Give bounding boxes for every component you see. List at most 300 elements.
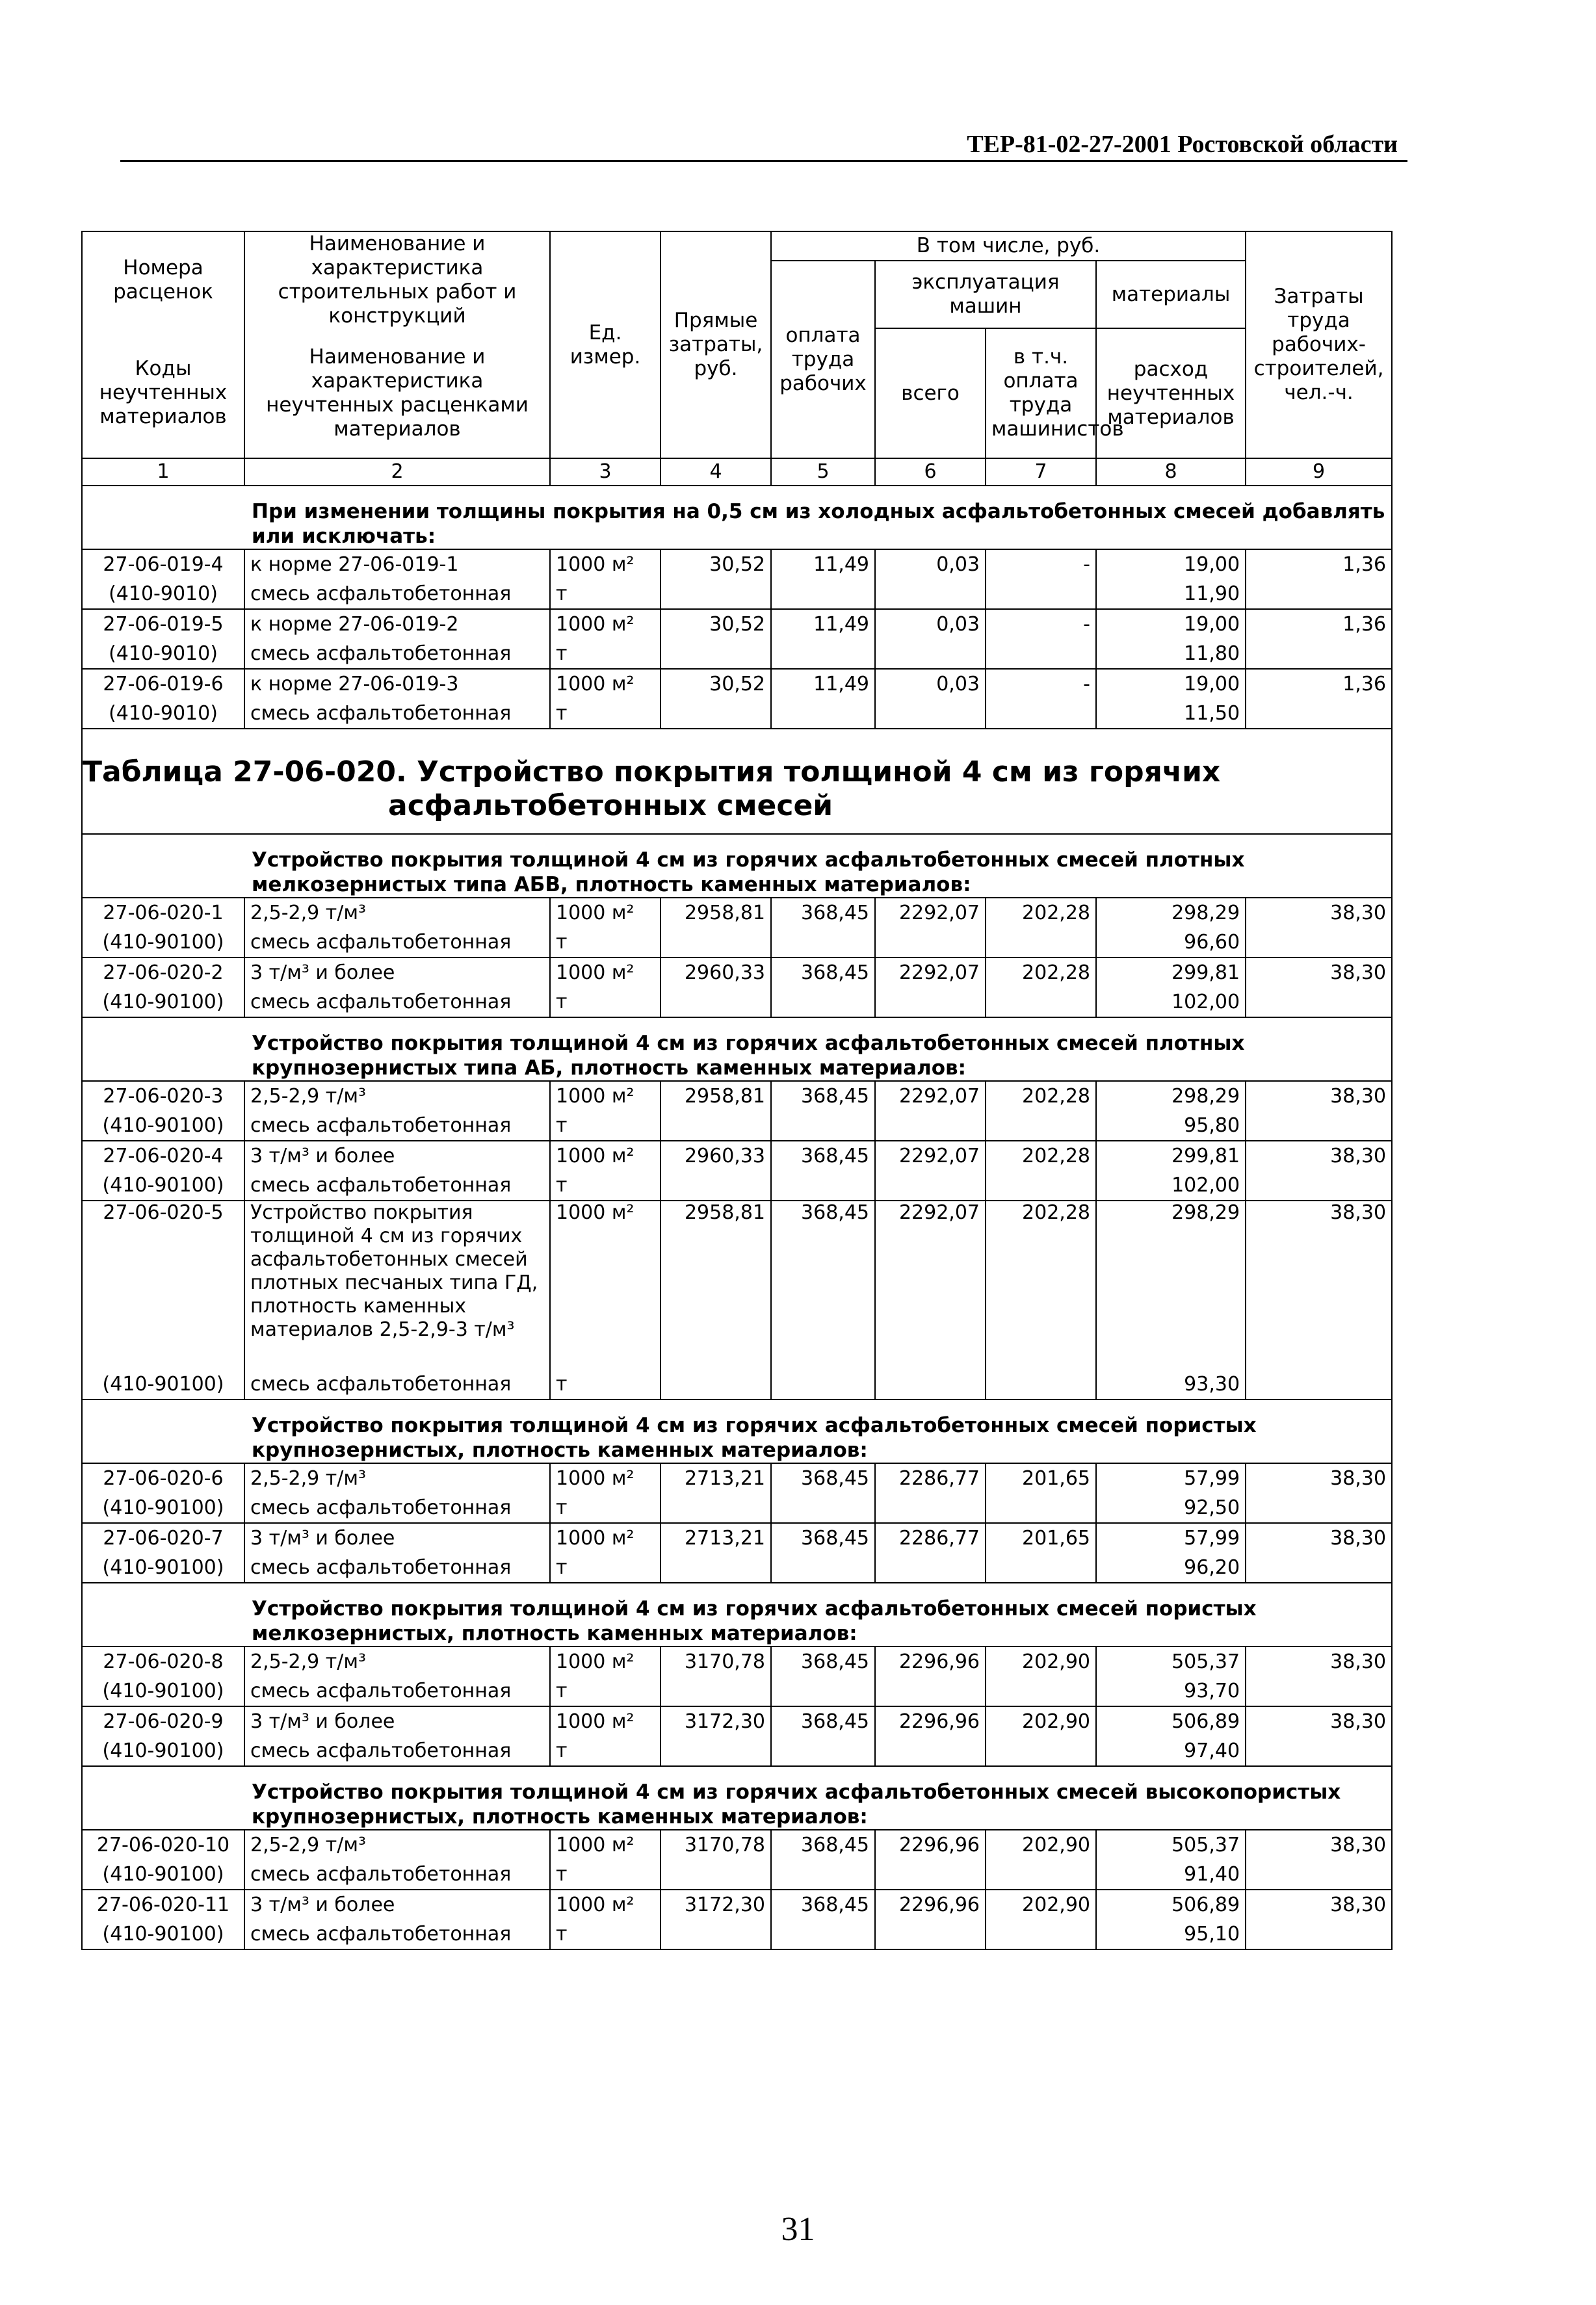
cell-col-8: 57,99: [1096, 1463, 1246, 1493]
col-num: 4: [661, 458, 771, 486]
cell-col-9: [1246, 1676, 1392, 1706]
cell-col-6: 2296,96: [875, 1706, 986, 1736]
col-head-mach: эксплуатация машин: [875, 261, 1096, 328]
cell-col-4: 2958,81: [661, 1081, 771, 1111]
cell-col-8: 298,29: [1096, 1081, 1246, 1111]
col-head-2-bottom: Наименование и характеристика неучтенных расценками материалов: [244, 328, 550, 458]
cell-col-2: смесь асфальтобетонная: [244, 1370, 550, 1400]
cell-col-4: [661, 928, 771, 957]
cell-col-1: (410-9010): [82, 579, 244, 609]
cell-col-2: смесь асфальтобетонная: [244, 1736, 550, 1766]
cell-col-9: 38,30: [1246, 1890, 1392, 1920]
cell-col-5: [771, 1736, 875, 1766]
material-row: [82, 1111, 1392, 1141]
cell-col-9: 38,30: [1246, 1081, 1392, 1111]
material-row: [82, 928, 1392, 957]
cell-col-7: 202,28: [986, 1201, 1096, 1370]
cell-col-3: т: [550, 1676, 661, 1706]
cell-col-9: [1246, 579, 1392, 609]
cell-col-8: 102,00: [1096, 987, 1246, 1017]
section-title: Устройство покрытия толщиной 4 см из горячих асфальтобетонных смесей пористых крупнозернистых, плотность каменных материалов:: [82, 1400, 1392, 1463]
cell-col-5: 368,45: [771, 1706, 875, 1736]
table-title-block: [82, 729, 1392, 834]
cell-col-1: (410-90100): [82, 1860, 244, 1890]
cell-col-3: т: [550, 1920, 661, 1949]
cell-col-2: 2,5-2,9 т/м³: [244, 1830, 550, 1860]
col-head-5: оплата труда рабочих: [771, 261, 875, 458]
cell-col-3: 1000 м²: [550, 1706, 661, 1736]
cell-col-3: т: [550, 1111, 661, 1141]
cell-col-8: 506,89: [1096, 1890, 1246, 1920]
rate-row: [82, 1201, 1392, 1370]
cell-col-7: 202,90: [986, 1706, 1096, 1736]
cell-col-9: 38,30: [1246, 898, 1392, 928]
cell-col-1: 27-06-020-4: [82, 1141, 244, 1171]
cell-col-2: 2,5-2,9 т/м³: [244, 1081, 550, 1111]
cell-col-3: 1000 м²: [550, 1201, 661, 1370]
cell-col-3: 1000 м²: [550, 1647, 661, 1676]
col-num: 6: [875, 458, 986, 486]
cell-col-8: 505,37: [1096, 1830, 1246, 1860]
cell-col-9: 38,30: [1246, 1201, 1392, 1370]
col-head-2-top: Наименование и характеристика строительных работ и конструкций: [244, 231, 550, 328]
cell-col-6: [875, 1493, 986, 1523]
cell-col-9: [1246, 1920, 1392, 1949]
col-head-group: В том числе, руб.: [771, 231, 1246, 261]
col-num: 7: [986, 458, 1096, 486]
col-num: 1: [82, 458, 244, 486]
cell-col-5: 368,45: [771, 1081, 875, 1111]
cell-col-2: к норме 27-06-019-2: [244, 609, 550, 639]
cell-col-9: 38,30: [1246, 957, 1392, 987]
col-head-1-top: Номера расценок: [82, 231, 244, 328]
table-header: [82, 231, 1392, 458]
cell-col-7: 202,90: [986, 1890, 1096, 1920]
cell-col-7: [986, 987, 1096, 1017]
cell-col-4: 30,52: [661, 609, 771, 639]
cell-col-4: [661, 1553, 771, 1583]
cell-col-5: 368,45: [771, 1830, 875, 1860]
col-head-9: Затраты труда рабочих-строителей, чел.-ч.: [1246, 231, 1392, 458]
cell-col-5: 368,45: [771, 957, 875, 987]
cell-col-2: 3 т/м³ и более: [244, 1890, 550, 1920]
cell-col-4: [661, 1676, 771, 1706]
column-numbers: [82, 458, 1392, 486]
table-title-line1: Таблица 27-06-020. Устройство покрытия толщиной 4 см из горячих: [83, 755, 1221, 788]
cell-col-8: 11,90: [1096, 579, 1246, 609]
col-head-1-bottom: Коды неучтенных материалов: [82, 328, 244, 458]
cell-col-4: 3170,78: [661, 1647, 771, 1676]
cell-col-2: к норме 27-06-019-1: [244, 549, 550, 579]
cell-col-5: [771, 987, 875, 1017]
cell-col-7: -: [986, 609, 1096, 639]
material-row: [82, 1553, 1392, 1583]
cell-col-5: 368,45: [771, 1523, 875, 1553]
cell-col-7: [986, 1171, 1096, 1201]
cell-col-5: [771, 1860, 875, 1890]
cell-col-8: 505,37: [1096, 1647, 1246, 1676]
cell-col-1: (410-90100): [82, 928, 244, 957]
cell-col-2: смесь асфальтобетонная: [244, 1860, 550, 1890]
cell-col-8: 57,99: [1096, 1523, 1246, 1553]
cell-col-4: [661, 1493, 771, 1523]
rate-row: [82, 1647, 1392, 1676]
cell-col-7: 202,28: [986, 957, 1096, 987]
col-head-4: Прямые затраты, руб.: [661, 231, 771, 458]
cell-col-4: 2960,33: [661, 1141, 771, 1171]
cell-col-8: 95,10: [1096, 1920, 1246, 1949]
cell-col-7: [986, 1736, 1096, 1766]
cell-col-3: 1000 м²: [550, 1830, 661, 1860]
cell-col-2: смесь асфальтобетонная: [244, 987, 550, 1017]
cell-col-1: (410-90100): [82, 1676, 244, 1706]
cell-col-3: т: [550, 928, 661, 957]
section-title: При изменении толщины покрытия на 0,5 см из холодных асфальтобетонных смесей добавлять или исключать:: [82, 486, 1392, 549]
cell-col-3: 1000 м²: [550, 609, 661, 639]
cell-col-7: [986, 639, 1096, 669]
cell-col-8: 92,50: [1096, 1493, 1246, 1523]
cell-col-4: [661, 1370, 771, 1400]
rate-row: [82, 1706, 1392, 1736]
cell-col-4: 30,52: [661, 669, 771, 699]
col-num: 5: [771, 458, 875, 486]
cell-col-4: 3170,78: [661, 1830, 771, 1860]
cell-col-7: [986, 1493, 1096, 1523]
cell-col-2: смесь асфальтобетонная: [244, 1171, 550, 1201]
page-number: 31: [781, 2211, 815, 2248]
rate-row: [82, 1523, 1392, 1553]
col-num: 2: [244, 458, 550, 486]
cell-col-7: 202,28: [986, 898, 1096, 928]
cell-col-1: 27-06-020-6: [82, 1463, 244, 1493]
cell-col-3: т: [550, 1171, 661, 1201]
cell-col-2: смесь асфальтобетонная: [244, 1676, 550, 1706]
cell-col-3: 1000 м²: [550, 1081, 661, 1111]
cell-col-9: 38,30: [1246, 1830, 1392, 1860]
cell-col-7: [986, 1860, 1096, 1890]
cell-col-3: т: [550, 579, 661, 609]
cell-col-6: [875, 639, 986, 669]
cell-col-6: 2292,07: [875, 898, 986, 928]
cell-col-4: [661, 639, 771, 669]
cell-col-4: [661, 987, 771, 1017]
cell-col-7: 201,65: [986, 1463, 1096, 1493]
cell-col-2: 2,5-2,9 т/м³: [244, 1647, 550, 1676]
cell-col-7: [986, 1553, 1096, 1583]
col-num: 9: [1246, 458, 1392, 486]
cell-col-9: 38,30: [1246, 1141, 1392, 1171]
cell-col-5: 368,45: [771, 1201, 875, 1370]
cell-col-1: (410-90100): [82, 1370, 244, 1400]
cell-col-8: 102,00: [1096, 1171, 1246, 1201]
cell-col-6: 0,03: [875, 669, 986, 699]
cell-col-7: -: [986, 669, 1096, 699]
col-head-8: расход неучтенных материалов: [1096, 328, 1246, 458]
cell-col-9: [1246, 1370, 1392, 1400]
cell-col-9: [1246, 928, 1392, 957]
cell-col-1: (410-90100): [82, 1493, 244, 1523]
cell-col-9: 1,36: [1246, 669, 1392, 699]
cell-col-2: смесь асфальтобетонная: [244, 699, 550, 729]
cell-col-9: [1246, 1171, 1392, 1201]
price-table: [81, 231, 1393, 1950]
cell-col-6: 2296,96: [875, 1647, 986, 1676]
col-head-3: Ед. измер.: [550, 231, 661, 458]
cell-col-3: т: [550, 1493, 661, 1523]
cell-col-4: [661, 1860, 771, 1890]
cell-col-3: 1000 м²: [550, 1141, 661, 1171]
cell-col-6: 0,03: [875, 549, 986, 579]
cell-col-7: -: [986, 549, 1096, 579]
cell-col-6: 2292,07: [875, 957, 986, 987]
cell-col-6: [875, 928, 986, 957]
cell-col-5: 368,45: [771, 1890, 875, 1920]
cell-col-1: 27-06-020-9: [82, 1706, 244, 1736]
cell-col-5: [771, 1111, 875, 1141]
cell-col-1: 27-06-020-3: [82, 1081, 244, 1111]
section-abv: [82, 834, 1392, 1017]
rate-row: [82, 1830, 1392, 1860]
cell-col-5: [771, 699, 875, 729]
cell-col-4: 2958,81: [661, 898, 771, 928]
cell-col-8: 97,40: [1096, 1736, 1246, 1766]
cell-col-7: [986, 1370, 1096, 1400]
cell-col-5: [771, 1553, 875, 1583]
cell-col-9: [1246, 639, 1392, 669]
cell-col-4: 2958,81: [661, 1201, 771, 1370]
cell-col-1: 27-06-020-5: [82, 1201, 244, 1370]
material-row: [82, 699, 1392, 729]
cell-col-7: 201,65: [986, 1523, 1096, 1553]
col-num: 8: [1096, 458, 1246, 486]
cell-col-8: 95,80: [1096, 1111, 1246, 1141]
cell-col-6: [875, 1676, 986, 1706]
material-row: [82, 1736, 1392, 1766]
rate-row: [82, 1081, 1392, 1111]
cell-col-2: смесь асфальтобетонная: [244, 928, 550, 957]
cell-col-3: т: [550, 1736, 661, 1766]
cell-col-7: [986, 928, 1096, 957]
cell-col-4: [661, 1111, 771, 1141]
cell-col-6: [875, 1111, 986, 1141]
cell-col-4: [661, 1920, 771, 1949]
cell-col-7: 202,28: [986, 1141, 1096, 1171]
cell-col-1: (410-9010): [82, 699, 244, 729]
cell-col-1: (410-9010): [82, 639, 244, 669]
cell-col-5: 11,49: [771, 669, 875, 699]
cell-col-4: [661, 1171, 771, 1201]
cell-col-7: [986, 699, 1096, 729]
header-rule: [120, 160, 1407, 162]
cell-col-1: 27-06-020-10: [82, 1830, 244, 1860]
cell-col-5: 368,45: [771, 1141, 875, 1171]
section-ab: [82, 1017, 1392, 1400]
cell-col-1: 27-06-019-4: [82, 549, 244, 579]
cell-col-6: 2286,77: [875, 1463, 986, 1493]
cell-col-9: 38,30: [1246, 1463, 1392, 1493]
cell-col-2: 3 т/м³ и более: [244, 1706, 550, 1736]
price-table-container: [81, 231, 1393, 1950]
cell-col-4: 3172,30: [661, 1706, 771, 1736]
cell-col-2: смесь асфальтобетонная: [244, 1111, 550, 1141]
section-title: Устройство покрытия толщиной 4 см из горячих асфальтобетонных смесей высокопористых крупнозернистых, плотность каменных материалов:: [82, 1766, 1392, 1830]
cell-col-2: 2,5-2,9 т/м³: [244, 898, 550, 928]
cell-col-3: т: [550, 1370, 661, 1400]
cell-col-3: 1000 м²: [550, 549, 661, 579]
rate-row: [82, 1463, 1392, 1493]
cell-col-1: (410-90100): [82, 1920, 244, 1949]
cell-col-6: 2296,96: [875, 1890, 986, 1920]
cell-col-5: 11,49: [771, 609, 875, 639]
cell-col-9: 38,30: [1246, 1647, 1392, 1676]
cell-col-9: [1246, 699, 1392, 729]
cell-col-7: [986, 1676, 1096, 1706]
section-porous-fine: [82, 1583, 1392, 1766]
cell-col-4: 3172,30: [661, 1890, 771, 1920]
material-row: [82, 639, 1392, 669]
col-num: 3: [550, 458, 661, 486]
cell-col-5: [771, 928, 875, 957]
cell-col-3: т: [550, 639, 661, 669]
cell-col-8: 299,81: [1096, 1141, 1246, 1171]
cell-col-9: [1246, 1736, 1392, 1766]
cell-col-8: 506,89: [1096, 1706, 1246, 1736]
cell-col-6: 2286,77: [875, 1523, 986, 1553]
material-row: [82, 1920, 1392, 1949]
cell-col-2: смесь асфальтобетонная: [244, 1553, 550, 1583]
cell-col-8: 299,81: [1096, 957, 1246, 987]
cell-col-3: т: [550, 987, 661, 1017]
cell-col-6: 2296,96: [875, 1830, 986, 1860]
cell-col-2: смесь асфальтобетонная: [244, 579, 550, 609]
section-highporous: [82, 1766, 1392, 1949]
cell-col-6: [875, 1860, 986, 1890]
material-row: [82, 1493, 1392, 1523]
rate-row: [82, 957, 1392, 987]
cell-col-1: 27-06-020-7: [82, 1523, 244, 1553]
document-header-title: ТЕР-81-02-27-2001 Ростовской области: [967, 131, 1398, 158]
cell-col-8: 19,00: [1096, 549, 1246, 579]
cell-col-7: [986, 579, 1096, 609]
rate-row: [82, 1141, 1392, 1171]
cell-col-9: [1246, 1111, 1392, 1141]
cell-col-3: 1000 м²: [550, 669, 661, 699]
cell-col-2: к норме 27-06-019-3: [244, 669, 550, 699]
col-head-6: всего: [875, 328, 986, 458]
cell-col-8: 19,00: [1096, 669, 1246, 699]
cell-col-2: 3 т/м³ и более: [244, 1141, 550, 1171]
cell-col-5: 368,45: [771, 1647, 875, 1676]
cell-col-8: 91,40: [1096, 1860, 1246, 1890]
cell-col-1: (410-90100): [82, 987, 244, 1017]
cell-col-4: 30,52: [661, 549, 771, 579]
cell-col-1: (410-90100): [82, 1736, 244, 1766]
material-row: [82, 1676, 1392, 1706]
cell-col-5: [771, 1370, 875, 1400]
cell-col-9: [1246, 1553, 1392, 1583]
cell-col-6: 0,03: [875, 609, 986, 639]
cell-col-8: 96,20: [1096, 1553, 1246, 1583]
cell-col-5: 368,45: [771, 898, 875, 928]
cell-col-1: 27-06-020-2: [82, 957, 244, 987]
cell-col-4: [661, 699, 771, 729]
cell-col-6: 2292,07: [875, 1081, 986, 1111]
cell-col-6: 2292,07: [875, 1201, 986, 1370]
cell-col-1: (410-90100): [82, 1553, 244, 1583]
cell-col-1: 27-06-019-6: [82, 669, 244, 699]
cell-col-6: [875, 1920, 986, 1949]
cell-col-8: 93,70: [1096, 1676, 1246, 1706]
cell-col-6: [875, 1370, 986, 1400]
cell-col-3: 1000 м²: [550, 1523, 661, 1553]
cell-col-1: 27-06-019-5: [82, 609, 244, 639]
material-row: [82, 579, 1392, 609]
cell-col-2: смесь асфальтобетонная: [244, 639, 550, 669]
rate-row: [82, 898, 1392, 928]
material-row: [82, 1370, 1392, 1400]
section-title: Устройство покрытия толщиной 4 см из горячих асфальтобетонных смесей плотных мелкозернистых типа АБВ, плотность каменных материалов:: [82, 834, 1392, 898]
rate-row: [82, 669, 1392, 699]
cell-col-8: 298,29: [1096, 898, 1246, 928]
cell-col-9: 38,30: [1246, 1523, 1392, 1553]
cell-col-7: 202,90: [986, 1830, 1096, 1860]
cell-col-9: [1246, 1860, 1392, 1890]
cell-col-6: [875, 579, 986, 609]
table-title-line2: асфальтобетонных смесей: [388, 789, 833, 822]
cell-col-5: 368,45: [771, 1463, 875, 1493]
cell-col-3: 1000 м²: [550, 1890, 661, 1920]
section-title: Устройство покрытия толщиной 4 см из горячих асфальтобетонных смесей плотных крупнозернистых типа АБ, плотность каменных материалов:: [82, 1017, 1392, 1081]
table-title: [82, 729, 1392, 834]
cell-col-4: 2713,21: [661, 1463, 771, 1493]
rate-row: [82, 549, 1392, 579]
cell-col-3: т: [550, 699, 661, 729]
col-head-7: в т.ч. оплата труда машинистов: [986, 328, 1096, 458]
cell-col-9: 1,36: [1246, 549, 1392, 579]
cell-col-2: смесь асфальтобетонная: [244, 1493, 550, 1523]
rate-row: [82, 609, 1392, 639]
cell-col-3: 1000 м²: [550, 957, 661, 987]
cell-col-1: 27-06-020-8: [82, 1647, 244, 1676]
cell-col-6: [875, 987, 986, 1017]
cell-col-5: [771, 1676, 875, 1706]
cell-col-7: 202,28: [986, 1081, 1096, 1111]
cell-col-5: [771, 1920, 875, 1949]
cell-col-3: т: [550, 1553, 661, 1583]
cell-col-2: 2,5-2,9 т/м³: [244, 1463, 550, 1493]
section-019: [82, 486, 1392, 729]
cell-col-9: [1246, 1493, 1392, 1523]
rate-row: [82, 1890, 1392, 1920]
cell-col-6: [875, 1553, 986, 1583]
cell-col-2: 3 т/м³ и более: [244, 957, 550, 987]
cell-col-9: 38,30: [1246, 1706, 1392, 1736]
cell-col-6: [875, 1171, 986, 1201]
section-porous-coarse: [82, 1400, 1392, 1583]
cell-col-8: 93,30: [1096, 1370, 1246, 1400]
cell-col-5: 11,49: [771, 549, 875, 579]
cell-col-3: т: [550, 1860, 661, 1890]
material-row: [82, 987, 1392, 1017]
material-row: [82, 1860, 1392, 1890]
cell-col-4: 2960,33: [661, 957, 771, 987]
cell-col-4: 2713,21: [661, 1523, 771, 1553]
cell-col-8: 11,50: [1096, 699, 1246, 729]
cell-col-3: 1000 м²: [550, 1463, 661, 1493]
cell-col-9: [1246, 987, 1392, 1017]
cell-col-5: [771, 639, 875, 669]
cell-col-8: 96,60: [1096, 928, 1246, 957]
